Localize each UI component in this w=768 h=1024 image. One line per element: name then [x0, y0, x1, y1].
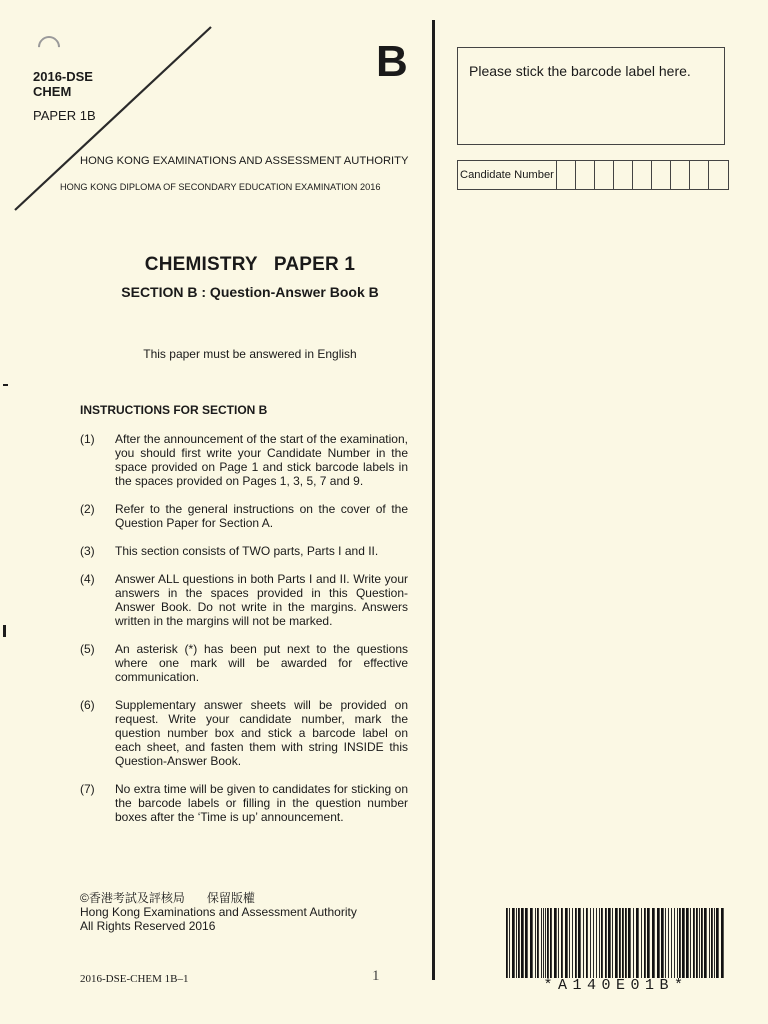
barcode-bar [599, 908, 600, 978]
candidate-number-field [457, 160, 729, 190]
instruction-item [80, 572, 410, 628]
instruction-text: Supplementary answer sheets will be provided on request. Write your candidate number, mark the question number box and stick a barcode label on each sheet, and fasten them with string INSIDE this Question-Answer Book. [115, 698, 408, 768]
barcode-bar [622, 908, 624, 978]
instruction-item [80, 544, 410, 558]
candidate-number-cell[interactable] [690, 161, 709, 189]
instruction-text: After the announcement of the start of the examination, you should first write your Candidate Number in the space provided on Page 1 and stick barcode labels in the spaces provided on Pages 1, 3, 5, 7 and 9. [115, 432, 408, 488]
candidate-number-cell[interactable] [709, 161, 728, 189]
vertical-divider [432, 20, 435, 980]
barcode-bar [512, 908, 515, 978]
barcode-bar [569, 908, 570, 978]
barcode-bar [516, 908, 517, 978]
copyright-chinese [80, 891, 357, 905]
barcode-bar [590, 908, 591, 978]
barcode-bar [525, 908, 528, 978]
instruction-number: (6) [80, 698, 95, 712]
candidate-number-cell[interactable] [614, 161, 633, 189]
barcode-bar [657, 908, 660, 978]
copyright-chinese-rights: 保留版權 [206, 891, 255, 905]
barcode-bar [596, 908, 597, 978]
barcode-bar [619, 908, 621, 978]
barcode-bar [601, 908, 603, 978]
instruction-text: An asterisk (*) has been put next to the questions where one mark will be awarded for effective communication. [115, 642, 408, 684]
instruction-item [80, 432, 410, 488]
paper-code [33, 69, 93, 99]
barcode-bar [583, 908, 584, 978]
barcode-bar [518, 908, 520, 978]
barcode-bar [612, 908, 613, 978]
instruction-text: No extra time will be given to candidates for sticking on the barcode labels or filling in the question number boxes after the ‘Time is up’ announcement. [115, 782, 408, 824]
barcode-bar [565, 908, 568, 978]
barcode-bar [671, 908, 672, 978]
barcode-bar [665, 908, 666, 978]
barcode-bar [625, 908, 627, 978]
margin-mark [3, 384, 8, 386]
instruction-item [80, 642, 410, 684]
instruction-text: This section consists of TWO parts, Parts I and II. [115, 544, 379, 558]
candidate-number-cell[interactable] [671, 161, 690, 189]
barcode-bar [674, 908, 675, 978]
barcode-bar [530, 908, 533, 978]
barcode-text: *A140E01B* [543, 977, 689, 994]
paper-number: PAPER 1B [33, 108, 96, 123]
exam-name: HONG KONG DIPLOMA OF SECONDARY EDUCATION EXAMINATION 2016 [60, 182, 381, 192]
paper-code-year: 2016-DSE [33, 69, 93, 84]
barcode-image [506, 908, 726, 978]
barcode-bar [578, 908, 581, 978]
barcode-bar [647, 908, 650, 978]
barcode-bar [541, 908, 542, 978]
barcode-bar [693, 908, 695, 978]
barcode-bar [554, 908, 557, 978]
paper-title: CHEMISTRY PAPER 1 [144, 254, 356, 275]
instruction-item [80, 698, 410, 768]
barcode-bar [679, 908, 681, 978]
barcode-bar [699, 908, 700, 978]
barcode-label-instruction: Please stick the barcode label here. [469, 63, 691, 79]
barcode-bar [521, 908, 524, 978]
barcode-bar [704, 908, 707, 978]
barcode-bar [509, 908, 510, 978]
barcode-bar [686, 908, 689, 978]
barcode-bar [636, 908, 639, 978]
instruction-number: (1) [80, 432, 95, 446]
barcode-bar [644, 908, 646, 978]
barcode-bar [550, 908, 552, 978]
barcode-bar [561, 908, 563, 978]
candidate-number-cell[interactable] [595, 161, 614, 189]
barcode-bar [696, 908, 698, 978]
footer-paper-code: 2016-DSE-CHEM 1B–1 [80, 973, 189, 985]
candidate-number-cell[interactable] [633, 161, 652, 189]
barcode-bar [677, 908, 678, 978]
instruction-text: Answer ALL questions in both Parts I and II. Write your answers in the spaces provided in this Question-Answer Book. Do not write in the margins. Answers written in the margins will not be marked. [115, 572, 408, 628]
barcode-bar [716, 908, 719, 978]
barcode-bar [682, 908, 685, 978]
section-letter: B [376, 37, 408, 86]
barcode-bar [586, 908, 588, 978]
candidate-number-cell[interactable] [557, 161, 576, 189]
copyright-authority: Hong Kong Examinations and Assessment Authority [80, 905, 357, 919]
paper-code-subject: CHEM [33, 84, 72, 99]
barcode-bar [547, 908, 549, 978]
barcode-bar [608, 908, 611, 978]
barcode-bar [593, 908, 594, 978]
instruction-number: (4) [80, 572, 95, 586]
barcode-bar [701, 908, 703, 978]
barcode-bar [661, 908, 664, 978]
barcode-bar [714, 908, 715, 978]
barcode-bar [721, 908, 724, 978]
barcode-bar [652, 908, 655, 978]
page-number: 1 [372, 968, 380, 984]
barcode-bar [543, 908, 544, 978]
barcode-label-box[interactable] [457, 47, 725, 145]
copyright-block [80, 891, 357, 933]
language-note: This paper must be answered in English [143, 347, 357, 361]
instruction-item [80, 502, 410, 530]
barcode-bar [537, 908, 539, 978]
barcode-bar [711, 908, 713, 978]
barcode-bar [506, 908, 508, 978]
instruction-item [80, 782, 410, 824]
barcode-bar [709, 908, 710, 978]
barcode-bar [633, 908, 634, 978]
copyright-rights: All Rights Reserved 2016 [80, 919, 216, 933]
instructions-heading: INSTRUCTIONS FOR SECTION B [80, 403, 268, 417]
barcode-bar [690, 908, 691, 978]
instruction-number: (3) [80, 544, 95, 558]
barcode-bar [558, 908, 559, 978]
barcode-bar [535, 908, 536, 978]
authority-name: HONG KONG EXAMINATIONS AND ASSESSMENT AUTHORITY [80, 155, 409, 167]
instruction-number: (7) [80, 782, 95, 796]
barcode-bar [668, 908, 669, 978]
paper-subtitle: SECTION B : Question-Answer Book B [121, 284, 379, 300]
instruction-number: (2) [80, 502, 95, 516]
barcode-bar [572, 908, 573, 978]
margin-mark [3, 625, 6, 637]
barcode-bar [641, 908, 642, 978]
barcode-bar [605, 908, 607, 978]
barcode-bar [545, 908, 546, 978]
instruction-number: (5) [80, 642, 95, 656]
candidate-number-cell[interactable] [576, 161, 595, 189]
candidate-number-cell[interactable] [652, 161, 671, 189]
candidate-number-label: Candidate Number [458, 161, 557, 189]
instruction-text: Refer to the general instructions on the cover of the Question Paper for Section A. [115, 502, 408, 530]
barcode-bar [628, 908, 631, 978]
instructions-list [80, 432, 410, 838]
barcode-bar [615, 908, 618, 978]
barcode-bar [575, 908, 577, 978]
copyright-chinese-authority: ©香港考試及評核局 [80, 891, 185, 905]
